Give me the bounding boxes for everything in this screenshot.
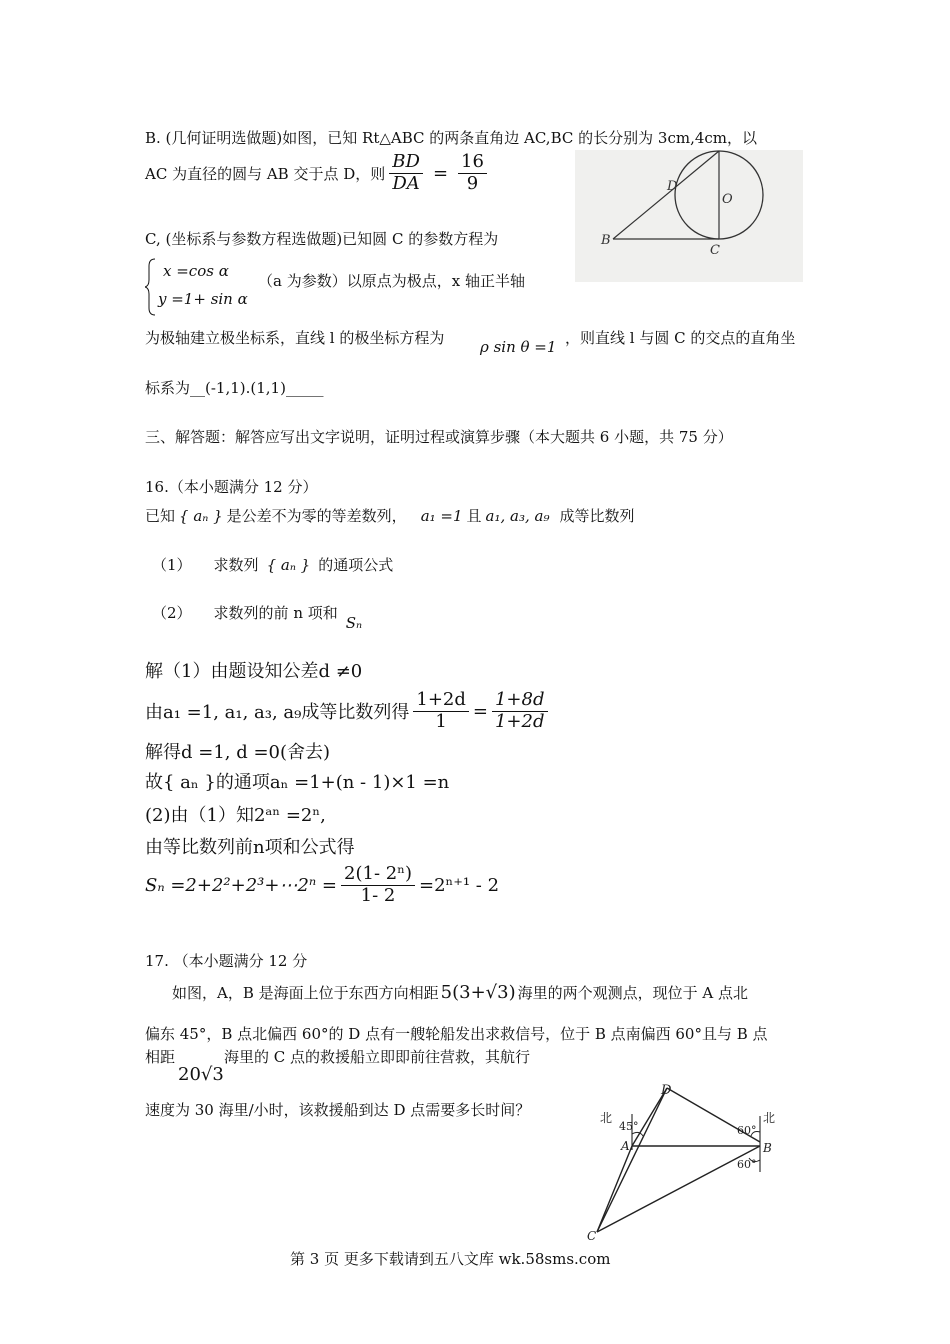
angle-60-south: 60° <box>737 1158 757 1171</box>
sol2-f1-num: 1+2d <box>413 690 469 712</box>
sol2-f1-den: 1 <box>435 710 447 732</box>
sol2-fraction-left <box>413 690 469 732</box>
sol2-f2-den: 1+2d <box>494 710 545 732</box>
sol2-text: 由a₁ =1, a₁, a₃, a₉成等比数列得 <box>145 702 410 724</box>
fig2-label-B: B <box>763 1141 772 1155</box>
partB-line2-prefix: AC 为直径的圆与 AB 交于点 D，则 <box>145 164 386 183</box>
param-note: （a 为参数）以原点为极点，x 轴正半轴 <box>258 272 525 290</box>
sol7-result: =2ⁿ⁺¹ - 2 <box>419 874 500 896</box>
sol2-fraction-right <box>492 690 548 732</box>
q16-statement <box>145 505 635 526</box>
solution-line2 <box>145 690 552 732</box>
sol7-fraction <box>341 864 415 906</box>
q17-distance-ab: 5(3+√3) <box>440 982 516 1003</box>
q16-stmt-c: 成等比数列 <box>559 507 635 525</box>
fig2-label-A: A <box>621 1139 630 1153</box>
partC-line3b: ，则直线 l 与圆 C 的交点的直角坐 <box>565 329 796 347</box>
q17-distance-bc: 20√3 <box>178 1064 224 1085</box>
label-O: O <box>722 192 733 207</box>
north-label-B: 北 <box>763 1111 776 1125</box>
solution-line5: (2)由（1）知2ᵃⁿ =2ⁿ, <box>145 805 326 826</box>
partB-line1: B. (几何证明选做题)如图，已知 Rt△ABC 的两条直角边 AC,BC 的长分别为 3cm,4cm，以 <box>145 129 757 147</box>
frac-num-bd: BD <box>389 152 423 174</box>
sol7-num: 2(1- 2ⁿ) <box>341 864 415 886</box>
partC-line4-answer: 标系为__(-1,1).(1,1)_____ <box>145 379 324 397</box>
q17-l1-text: 如图，A，B 是海面上位于东西方向相距 <box>172 984 439 1002</box>
solution-line7 <box>145 864 499 906</box>
sub1-an: { aₙ } <box>266 555 311 574</box>
partC-line3a: 为极轴建立极坐标系，直线 l 的极坐标方程为 <box>145 329 445 347</box>
label-B: B <box>601 233 611 248</box>
frac-den-9: 9 <box>466 172 479 194</box>
partC-line1: C, (坐标系与参数方程选做题)已知圆 C 的参数方程为 <box>145 230 499 248</box>
sub1-end: 的通项公式 <box>318 556 394 574</box>
frac-den-da: DA <box>392 172 420 194</box>
param-y: y =1+ sin α <box>158 290 248 308</box>
q16-sub1 <box>152 554 393 575</box>
q17-line3b: 海里的 C 点的救援船立即即前往营救，其航行 <box>224 1048 531 1066</box>
angle-45: 45° <box>619 1120 639 1133</box>
q17-l1b-text: 海里的两个观测点，现位于 A 点北 <box>517 984 748 1002</box>
q16-header: 16.（本小题满分 12 分） <box>145 478 318 496</box>
sub1-number: （1） <box>152 556 192 574</box>
solution-line4: 故{ aₙ }的通项aₙ =1+(n - 1)×1 =n <box>145 772 450 793</box>
sub2-number: （2） <box>152 604 192 622</box>
north-label-A: 北 <box>600 1111 613 1125</box>
q16-sub2 <box>152 602 363 632</box>
q17-line4: 速度为 30 海里/小时，该救援船到达 D 点需要多长时间？ <box>145 1101 531 1119</box>
sol7-sum: Sₙ =2+2²+2³+⋯2ⁿ = <box>145 874 338 896</box>
sub1-text: 求数列 <box>213 556 259 574</box>
q17-line1 <box>172 982 748 1003</box>
q16-stmt-b: 是公差不为零的等差数列， <box>226 507 407 525</box>
answer-fraction <box>458 152 487 194</box>
label-C: C <box>710 243 720 258</box>
solution-line3: 解得d =1, d =0(舍去) <box>145 742 331 763</box>
polar-equation: ρ sin θ =1 <box>480 338 557 356</box>
frac-num-16: 16 <box>458 152 487 174</box>
q17-line3a: 相距 <box>145 1048 176 1066</box>
label-A <box>712 150 722 154</box>
seq-an: { aₙ } <box>179 506 223 525</box>
fig2-label-D: D <box>661 1083 672 1098</box>
cond-a1: a₁ =1 <box>420 506 463 525</box>
label-D: D <box>667 179 678 194</box>
q16-qie: 且 <box>466 507 482 525</box>
page-footer: 第 3 页 更多下载请到五八文库 wk.58sms.com <box>290 1250 611 1268</box>
sub2-text: 求数列的前 n 项和 <box>213 604 338 622</box>
section-3-heading: 三、解答题：解答应写出文字说明，证明过程或演算步骤（本大题共 6 小题，共 75 分） <box>145 428 733 446</box>
q17-header: 17. （本小题满分 12 分 <box>145 952 308 970</box>
q16-stmt-a: 已知 <box>145 507 176 525</box>
equals-sign: = <box>432 162 449 184</box>
solution-line1: 解（1）由题设知公差d ≠0 <box>145 661 363 682</box>
angle-60-north: 60° <box>737 1124 757 1137</box>
sol7-den: 1- 2 <box>360 884 396 906</box>
partB-line2 <box>145 152 491 194</box>
figure-ships <box>585 1080 795 1242</box>
q17-line2: 偏东 45°，B 点北偏西 60°的 D 点有一艘轮船发出求救信号，位于 B 点南偏西 60°且与 B 点 <box>145 1025 768 1043</box>
cond-a1a3a9: a₁, a₃, a₉ <box>485 506 550 525</box>
param-x: x =cos α <box>163 262 229 280</box>
fig2-label-C: C <box>587 1229 597 1242</box>
sub2-sn: Sₙ <box>345 613 363 632</box>
solution-line6: 由等比数列前n项和公式得 <box>145 837 355 858</box>
figure-circle-triangle <box>575 150 803 282</box>
sol2-f2-num: 1+8d <box>492 690 548 712</box>
bd-da-fraction <box>389 152 423 194</box>
sol2-eq: = <box>472 700 488 722</box>
